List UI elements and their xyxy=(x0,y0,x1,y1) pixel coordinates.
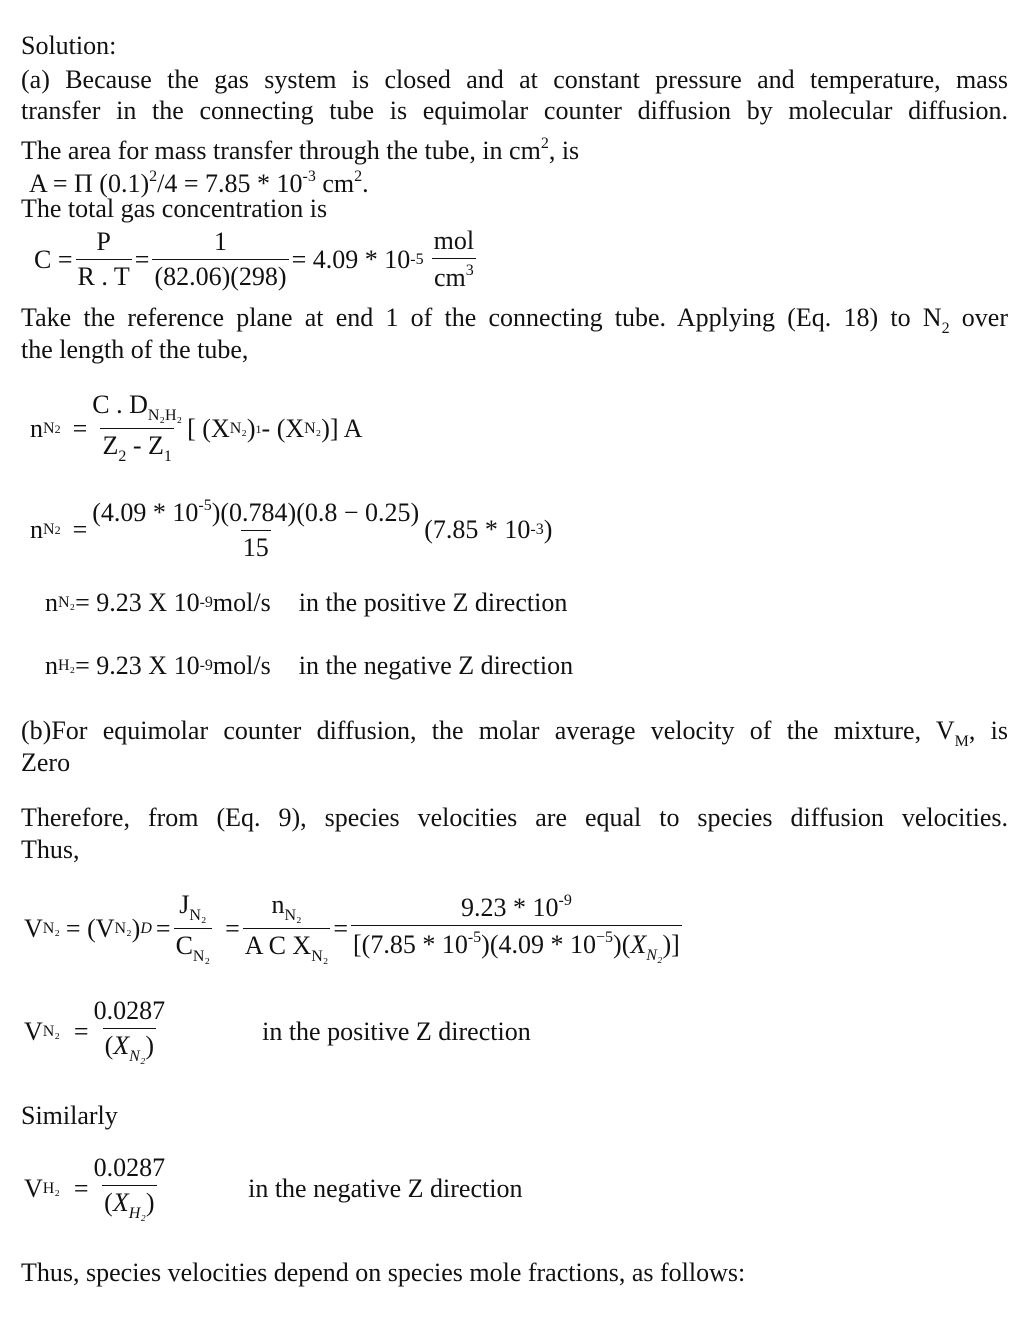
paragraph-a-line2: transfer in the connecting tube is equimolar counter diffusion by molecular diffusion. xyxy=(21,96,1008,125)
final-text: Thus, species velocities depend on species mole fractions, as follows: xyxy=(21,1258,746,1287)
reference-line2: the length of the tube, xyxy=(21,335,249,364)
paragraph-b-line2: Zero xyxy=(21,748,71,777)
area-line: The area for mass transfer through the tube, in $cm^2$, is xyxy=(21,135,580,165)
result-n-n2: n N₂ = 9.23 X 10 -9 mol/s in the positive Z direction xyxy=(45,588,568,617)
velocity-n2: V N₂ = $\frac{0.0287}{(X_{N_2})}$ in the positive Z direction xyxy=(24,996,531,1065)
concentration-equation: C = $\frac{P}{R . T}$ = $\frac{1}{(82.06)(298)}$ = 4.09 * 10 -5 $\frac{\text{mol}}{cm^3}$ xyxy=(34,226,475,292)
flux-equation-general: n N2 = $\frac{C . D_{N_2H_2}}{Z_2 - Z_1}$ [ (X N₂ ) 1 - (X N₂ )] A xyxy=(30,390,363,465)
paragraph-c-line1: Therefore, from (Eq. 9), species velocities are equal to species diffusion velocities. xyxy=(21,803,1008,832)
heading: Solution: xyxy=(21,31,117,60)
paragraph-c-line2: Thus, xyxy=(21,835,80,864)
area-equation: A = Π $(0.1)^2/4 = 7.85 * 10^{-3}$ $cm^2$. xyxy=(29,168,369,198)
paragraph-b-line1: (b)For equimolar counter diffusion, the molar average velocity of the mixture, $V_M$, is xyxy=(21,716,1009,750)
paragraph-a-line1: (a) Because the gas system is closed and at constant pressure and temperature, mass xyxy=(21,65,1008,94)
similarly-text: Similarly xyxy=(21,1101,118,1130)
concentration-line: The total gas concentration is xyxy=(21,194,328,223)
result-n-h2: n H₂ = 9.23 X 10 -9 mol/s in the negative Z direction xyxy=(45,651,574,680)
velocity-h2: V H₂ = $\frac{0.0287}{(X_{H_2})}$ in the negative Z direction xyxy=(24,1153,523,1222)
reference-line: Take the reference plane at end 1 of the connecting tube. Applying (Eq. 18) to $N_2$ over xyxy=(21,303,1009,337)
flux-equation-numeric: n N2 = $\frac{(4.09 * 10^{-5})(0.784)(0.8 - 0.25)}{15}$ (7.85 * 10 -3 ) xyxy=(30,497,553,562)
velocity-equation: V N₂ = (V N₂ ) D = $\frac{J_{N_2}}{C_{N_2}}$ = $\frac{n_{N_2}}{A C X_{N_2}}$ = $\frac{9.23 * 10^{-9}}{[(7.85 * 10^{-5})(4.09 * 10^{-5})(X_{N_2})]}$ xyxy=(24,890,680,965)
